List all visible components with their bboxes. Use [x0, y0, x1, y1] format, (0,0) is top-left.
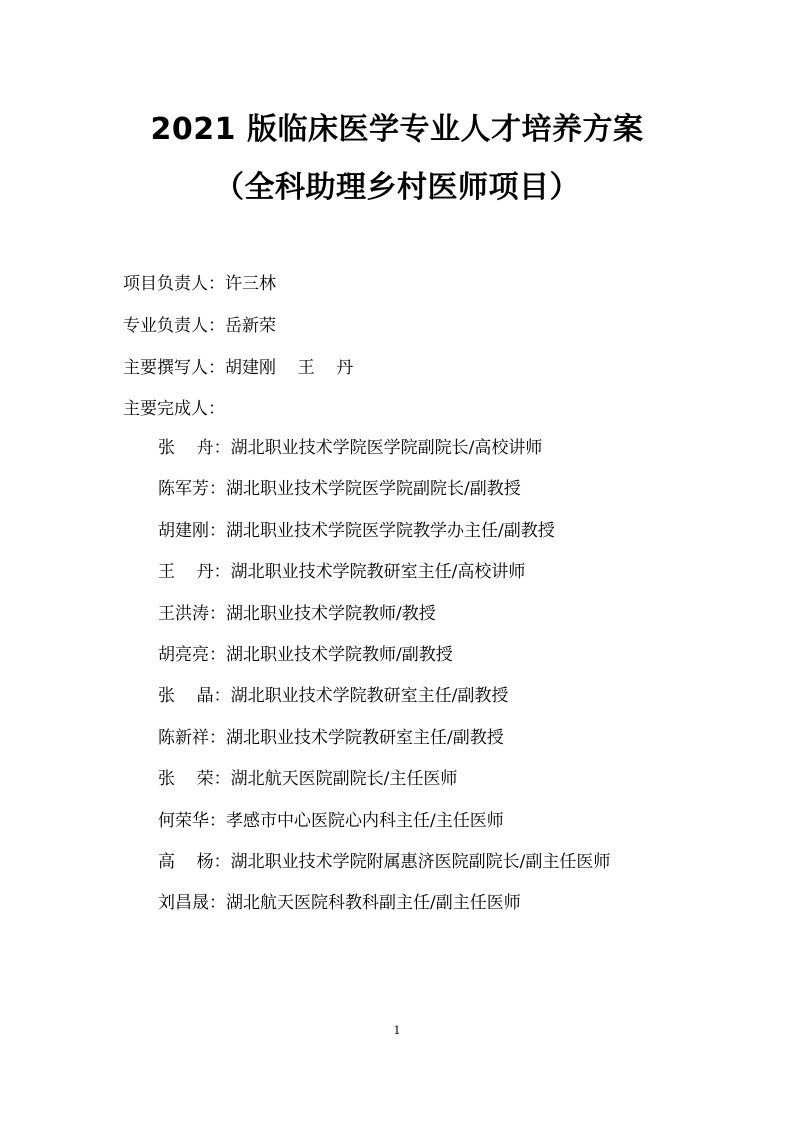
project-leader-label: 项目负责人： — [123, 274, 225, 294]
contributor-entry: 王洪涛：湖北职业技术学院教师/教授 — [158, 603, 436, 624]
main-writers-label: 主要撰写人： — [123, 358, 225, 378]
contributor-entry: 陈军芳：湖北职业技术学院医学院副院长/副教授 — [158, 479, 521, 500]
document-title: 2021 版临床医学专业人才培养方案 — [150, 112, 644, 147]
contributor-entry: 王 丹：湖北职业技术学院教研室主任/高校讲师 — [158, 562, 526, 583]
main-writers-line — [123, 356, 353, 380]
contributor-entry: 胡亮亮：湖北职业技术学院教师/副教授 — [158, 644, 453, 665]
page-number: 1 — [393, 1024, 401, 1037]
major-leader-value: 岳新荣 — [225, 316, 276, 336]
contributor-entry: 陈新祥：湖北职业技术学院教研室主任/副教授 — [158, 727, 504, 748]
document-subtitle: （全科助理乡村医师项目） — [214, 170, 580, 205]
project-leader-line — [123, 272, 276, 296]
contributor-entry: 张 晶：湖北职业技术学院教研室主任/副教授 — [158, 686, 509, 707]
major-leader-label: 专业负责人： — [123, 316, 225, 336]
major-leader-line — [123, 314, 276, 338]
contributor-entry: 刘昌晟：湖北航天医院科教科副主任/副主任医师 — [158, 893, 521, 914]
contributor-entry: 张 舟：湖北职业技术学院医学院副院长/高校讲师 — [158, 438, 543, 458]
main-contributors-label: 主要完成人： — [123, 399, 225, 419]
contributor-entry: 何荣华：孝感市中心医院心内科主任/主任医师 — [158, 810, 504, 831]
contributors-list — [158, 436, 718, 933]
contributor-entry: 胡建刚：湖北职业技术学院医学院教学办主任/副教授 — [158, 520, 555, 541]
contributor-entry: 高 杨：湖北职业技术学院附属惠济医院副院长/副主任医师 — [158, 851, 611, 872]
project-leader-value: 许三林 — [225, 274, 276, 294]
contributor-entry: 张 荣：湖北航天医院副院长/主任医师 — [158, 769, 458, 790]
main-writers-value: 胡建刚 王 丹 — [225, 358, 354, 378]
main-contributors-line — [123, 397, 225, 421]
